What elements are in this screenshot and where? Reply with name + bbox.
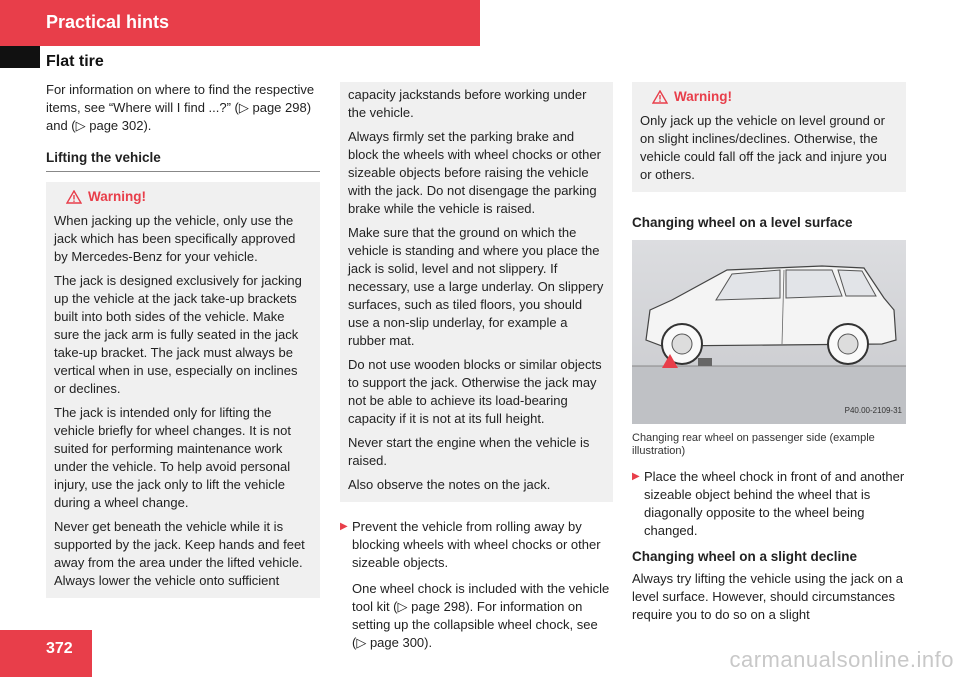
warning-heading [54,188,312,206]
section-title: Practical hints [46,12,170,32]
suv-on-jack-image [632,240,906,424]
heading-level-surface: Changing wheel on a level surface [632,215,853,230]
page-title: Flat tire [46,53,104,70]
car-jack-illustration [632,240,906,424]
intro-text: For information on where to find the respective items, see “Where will I find ...?” (▷ page 298) and (▷ page 302). [46,82,315,133]
heading-slight-decline: Changing wheel on a slight decline [632,549,858,564]
warning-triangle-icon [66,190,82,204]
warning-paragraph: Always firmly set the parking brake and block the wheels with wheel chocks or other sizeable objects before raising the vehicle with the jack. Do not disengage the parking brake while the vehicle is raised. [348,129,601,216]
bullet-arrow-icon: ▶ [340,521,348,532]
figure-caption: Changing rear wheel on passenger side (example illustration) [632,432,875,457]
column-1 [46,81,320,598]
column-2 [340,82,613,660]
figure-code: P40.00-2109-31 [844,406,902,415]
warning-paragraph: Only jack up the vehicle on level ground or on slight inclines/declines. Otherwise, the vehicle could fall off the jack and injure you or others. [640,113,887,182]
warning-heading [640,88,898,106]
header-tab [0,46,40,68]
warning-paragraph: The jack is designed exclusively for jacking up the vehicle at the jack take-up brackets built into both sides of the vehicle. Make sure the jack arm is fully seated in the jack take-up bracket. The jack must always be vertical when in use, especially on inclines or declines. [54,273,302,396]
watermark: carmanualsonline.info [729,647,954,672]
warning-triangle-icon [652,90,668,104]
bullet-arrow-icon: ▶ [632,471,640,482]
bullet-note: One wheel chock is included with the vehicle tool kit (▷ page 298). For information on setting up the collapsible wheel chock, see (▷ page 300). [352,581,610,650]
warning-box [632,82,906,192]
warning-box [46,182,320,598]
heading-lifting-vehicle: Lifting the vehicle [46,149,320,172]
bullet-item [340,518,613,572]
warning-paragraph: When jacking up the vehicle, only use the jack which has been specifically approved by Mercedes-Benz for your vehicle. [54,213,296,264]
warning-title: Warning! [674,89,732,104]
warning-paragraph: Never get beneath the vehicle while it is supported by the jack. Keep hands and feet away from the area under the lifted vehicle. Always lower the vehicle onto sufficient [54,519,305,588]
bullet-item [632,468,906,540]
body-text: Always try lifting the vehicle using the jack on a level surface. However, should circumstances require you to do so on a slight [632,571,903,622]
page-number: 372 [46,640,73,657]
column-3 [632,82,906,632]
warning-paragraph: Make sure that the ground on which the vehicle is standing and where you place the jack is solid, level and not slippery. If necessary, use a large underlay. On slippery surfaces, such as tiled floors, you should use a non-slip underlay, for example a rubber mat. [348,225,604,348]
bullet-text: Prevent the vehicle from rolling away by blocking wheels with wheel chocks or other sizeable objects. [352,519,601,570]
warning-paragraph: The jack is intended only for lifting the vehicle briefly for wheel changes. It is not suited for performing maintenance work under the vehicle. To help avoid personal injury, use the jack only to lift the vehicle during a wheel change. [54,405,292,510]
warning-box-continued [340,82,613,502]
warning-paragraph: Do not use wooden blocks or similar objects to support the jack. Otherwise the jack may not be able to achieve its load-bearing capacity if it is not at its full height. [348,357,602,426]
warning-paragraph: Never start the engine when the vehicle is raised. [348,435,590,468]
bullet-text: Place the wheel chock in front of and another sizeable object behind the wheel that is diagonally opposite to the wheel being changed. [644,469,905,538]
warning-paragraph: Also observe the notes on the jack. [348,477,551,492]
warning-title: Warning! [88,189,146,204]
warning-paragraph: capacity jackstands before working under the vehicle. [348,87,587,120]
